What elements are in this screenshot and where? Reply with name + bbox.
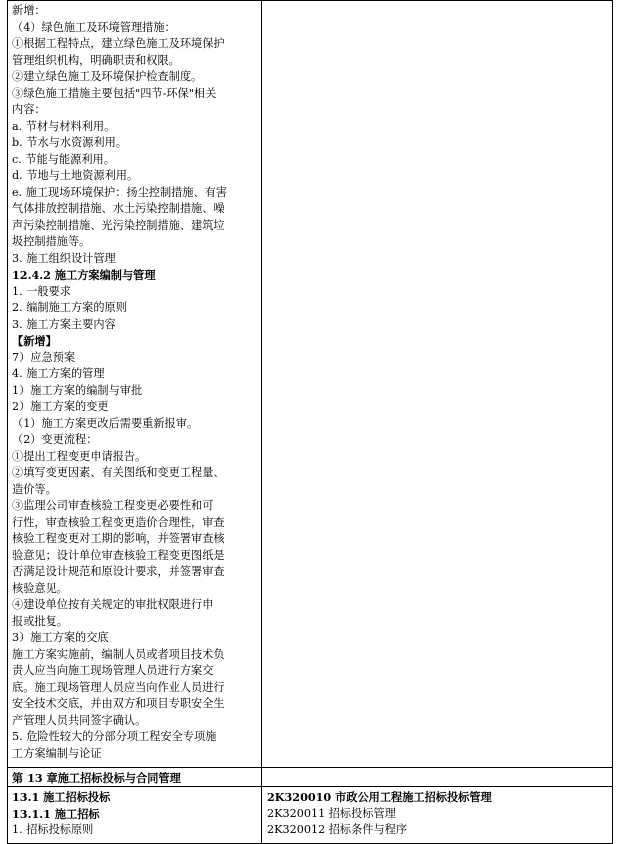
text-line: 13.1 施工招标投标 bbox=[12, 790, 111, 804]
text-line: d. 节地与土地资源利用。 bbox=[12, 169, 139, 182]
text-line: 2）施工方案的变更 bbox=[12, 400, 109, 413]
table-top-border bbox=[8, 0, 612, 1]
text-line: ②建立绿色施工及环境保护检查制度。 bbox=[12, 70, 203, 83]
row-divider-chapter-top bbox=[8, 767, 612, 768]
text-line: （1）施工方案更改后需要重新报审。 bbox=[12, 416, 199, 430]
text-line: 3）施工方案的交底 bbox=[12, 631, 109, 644]
text-line: 12.4.2 施工方案编制与管理 bbox=[12, 268, 156, 282]
text-line: 声污染控制措施、光污染控制措施、建筑垃 bbox=[12, 218, 225, 232]
text-line: 13.1.1 施工招标 bbox=[12, 806, 100, 821]
text-line: 7）应急预案 bbox=[12, 350, 76, 364]
text-line: 内容： bbox=[12, 103, 46, 116]
text-line: ①根据工程特点，建立绿色施工及环境保护 bbox=[12, 37, 225, 50]
text-line: 5. 危险性较大的分部分项工程安全专项施 bbox=[12, 730, 217, 743]
comparison-table bbox=[7, 0, 613, 844]
text-line: 产管理人员共同签字确认。 bbox=[12, 713, 147, 727]
text-line: 新增： bbox=[12, 4, 46, 17]
text-line: 1. 招标投标原则 bbox=[12, 823, 94, 836]
text-line: （4）绿色施工及环境管理措施： bbox=[12, 20, 176, 34]
chapter-header-cell bbox=[12, 770, 260, 787]
text-line: 施工方案实施前，编制人员或者项目技术负 bbox=[12, 647, 225, 661]
text-line: ③监理公司审查核验工程变更必要性和可 bbox=[12, 499, 214, 512]
text-line: 管理组织机构，明确职责和权限。 bbox=[12, 53, 180, 67]
text-line: 核验意见。 bbox=[12, 581, 68, 595]
text-line: 2. 编制施工方案的原则 bbox=[12, 301, 127, 314]
text-line: c. 节能与能源利用。 bbox=[12, 152, 115, 166]
text-line: 2K320011 招标投标管理 bbox=[267, 806, 396, 820]
text-line: 核验工程变更对工期的影响，并签署审查核 bbox=[12, 532, 225, 545]
text-line: 验意见；设计单位审查核验工程变更图纸是 bbox=[12, 548, 225, 562]
text-line: a. 节材与材料利用。 bbox=[12, 119, 116, 133]
text-line: ③绿色施工措施主要包括"四节-环保"相关 bbox=[12, 86, 217, 100]
text-line: （2）变更流程： bbox=[12, 433, 98, 446]
text-line: 报或批复。 bbox=[12, 614, 68, 628]
text-line: 安全技术交底，并由双方和项目专职安全生 bbox=[12, 697, 225, 710]
bottom-right-cell bbox=[267, 789, 607, 839]
column-divider bbox=[261, 0, 262, 844]
text-line: 否满足设计规范和原设计要求，并签署审查 bbox=[12, 565, 225, 578]
text-line: 【新增】 bbox=[12, 334, 57, 348]
text-line: ②填写变更因素、有关图纸和变更工程量、 bbox=[12, 466, 225, 479]
text-line: 圾控制措施等。 bbox=[12, 235, 91, 248]
text-line: 3. 施工方案主要内容 bbox=[12, 317, 116, 331]
text-line: 1）施工方案的编制与审批 bbox=[12, 383, 143, 397]
left-cell-content bbox=[12, 3, 260, 762]
text-line: e. 施工现场环境保护：扬尘控制措施、有害 bbox=[12, 185, 228, 199]
text-line: ④建设单位按有关规定的审批权限进行申 bbox=[12, 598, 214, 611]
text-line: 2K320012 招标条件与程序 bbox=[267, 823, 408, 836]
text-line: 气体排放控制措施、水土污染控制措施、噪 bbox=[12, 202, 225, 215]
text-line: 工方案编制与论证 bbox=[12, 746, 102, 760]
text-line: b. 节水与水资源利用。 bbox=[12, 136, 127, 149]
text-line: ①提出工程变更申请报告。 bbox=[12, 449, 147, 463]
bottom-left-cell bbox=[12, 789, 260, 839]
text-line: 底。施工现场管理人员应当向作业人员进行 bbox=[12, 680, 225, 694]
text-line: 造价等。 bbox=[12, 482, 57, 496]
chapter-title: 第 13 章施工招标投标与合同管理 bbox=[12, 771, 181, 785]
text-line: 4. 施工方案的管理 bbox=[12, 367, 105, 380]
text-line: 责人应当向施工现场管理人员进行方案交 bbox=[12, 664, 214, 677]
text-line: 3. 施工组织设计管理 bbox=[12, 251, 116, 265]
text-line: 2K320010 市政公用工程施工招标投标管理 bbox=[267, 790, 492, 804]
text-line: 行性，审查核验工程变更造价合理性，审查 bbox=[12, 515, 225, 529]
text-line: 1. 一般要求 bbox=[12, 284, 71, 298]
